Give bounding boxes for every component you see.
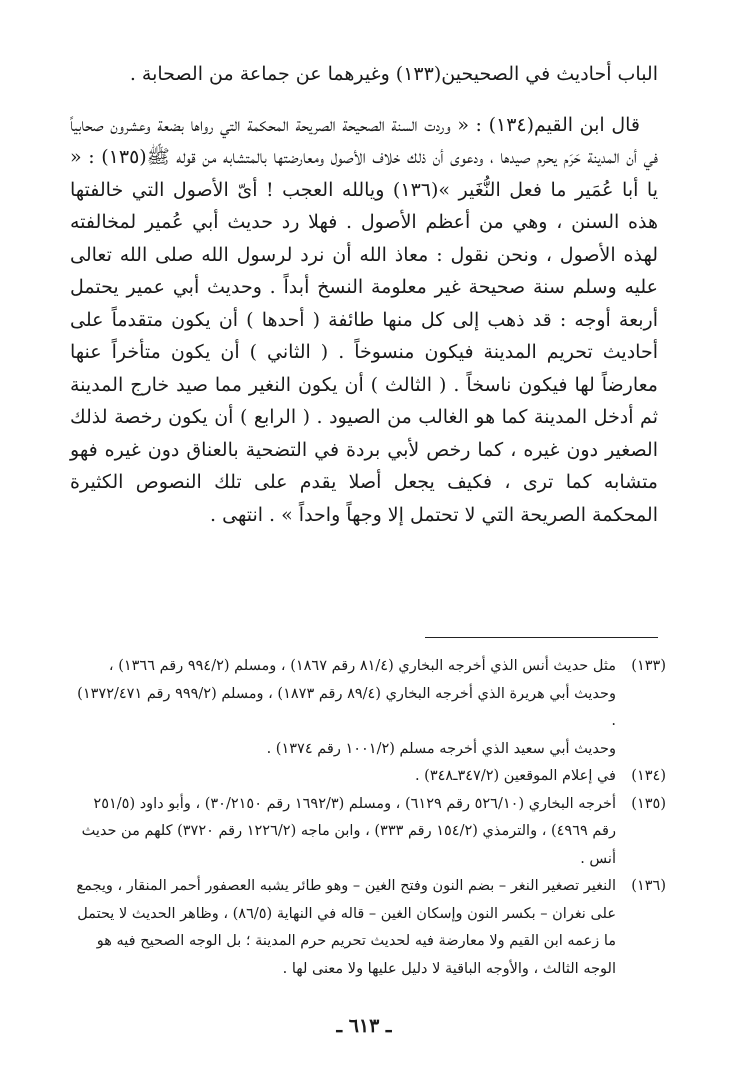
- footnote-number: (١٣٤): [631, 768, 666, 784]
- footnote-135: [70, 791, 666, 874]
- footnotes: [70, 653, 666, 983]
- footnote-number: (١٣٦): [631, 878, 666, 894]
- footnote-separator: [425, 637, 658, 638]
- footnote-number: (١٣٣): [631, 658, 666, 674]
- footnote-line: أخرجه البخاري (٥٢٦/١٠ رقم ٦١٢٩) ، ومسلم (١٦٩٢/٣ رقم ٣٠/٢١٥٠) ، وأبو داود (٢٥١/٥ رقم ٤٩٦٩) ، والترمذي (١٥٤/٢ رقم ٣٣٣) ، وابن ماجه (١٢٢٦/٢ رقم ٣٧٢٠) كلهم من حديث أنس .: [81, 795, 616, 867]
- book-page: [70, 0, 666, 1079]
- footnote-number: (١٣٥): [631, 795, 666, 812]
- footnote-134: [70, 763, 666, 791]
- footnote-text: [70, 873, 616, 983]
- footnote-line: مثل حديث أنس الذي أخرجه البخاري (٨١/٤ رقم ١٨٦٧) ، ومسلم (٩٩٤/٢ رقم ١٣٦٦) ، وحديث أبي هريرة الذي أخرجه البخاري (٨٩/٤ رقم ١٨٧٣) ، ومسلم (٩٩٩/٢ رقم ١٣٧٢/٤٧١) .: [77, 658, 616, 729]
- main-text: [70, 58, 658, 531]
- footnote-text: [70, 763, 616, 791]
- footnote-line: في إعلام الموقعين (٣٤٧/٢ـ٣٤٨) .: [414, 768, 616, 784]
- paragraph-1: الباب أحاديث في الصحيحين(١٣٣) وغيرهما عن جماعة من الصحابة .: [129, 63, 658, 85]
- footnote-133: [70, 653, 666, 763]
- footnote-line: وحديث أبي سعيد الذي أخرجه مسلم (١٠٠١/٢ رقم ١٣٧٤) .: [266, 740, 616, 757]
- page-number: ـ ٦١٣ ـ: [336, 1015, 392, 1037]
- footnote-136: [70, 873, 666, 983]
- footnote-text: [70, 653, 616, 763]
- footnote-text: [70, 791, 616, 874]
- footnote-line: النغير تصغير النغر – بضم النون وفتح الغين – وهو طائر يشبه العصفور أحمر المنقار ، ويجمع على نغران – بكسر النون وإسكان الغين – قاله في النهاية (٨٦/٥) ، وظاهر الحديث لا يحتمل ما زعمه ابن القيم ولا معارضة فيه لحديث تحريم حرم المدينة ؛ بل الوجه الصحيح فيه هو الوجه الثالث ، والأوجه الباقية لا دليل عليها ولا معنى لها .: [76, 878, 616, 977]
- paragraph-2: قال ابن القيم(١٣٤) : « وردت السنة الصحيحة الصريحة المحكمة التي رواها بضعة وعشرون صحابياً في أن المدينة حَرَم يحرم صيدها ، ودعوى أن ذلك خلاف الأصول ومعارضتها بالمتشابه من قوله ﷺ(١٣٥) : « يا أبا عُمَير ما فعل النُّغَير »(١٣٦) ويالله العجب ! أىّ الأصول التي خالفتها هذه السنن ، وهي من أعظم الأصول . فهلا رد حديث أبي عُمير لمخالفته لهذه الأصول ، ونحن نقول : معاذ الله أن نرد لرسول الله صلى الله تعالى عليه وسلم سنة صحيحة غير معلومة النسخ أبداً . وحديث أبي عمير يحتمل أربعة أوجه : قد ذهب إلى كل منها طائفة ( أحدها ) أن يكون متقدماً على أحاديث تحريم المدينة فيكون منسوخاً . ( الثاني ) أن يكون متأخراً عنها معارضاً لها فيكون ناسخاً . ( الثالث ) أن يكون النغير مما صيد خارج المدينة ثم أدخل المدينة كما هو الغالب من الصيود . ( الرابع ) أن يكون رخصة لذلك الصغير دون غيره ، كما رخص لأبي بردة في التضحية بالعناق دون غيره فهو متشابه كما ترى ، فكيف يجعل أصلا يقدم على تلك النصوص الكثيرة المحكمة الصريحة التي لا تحتمل إلا وجهاً واحداً » . انتهى .: [70, 113, 658, 526]
